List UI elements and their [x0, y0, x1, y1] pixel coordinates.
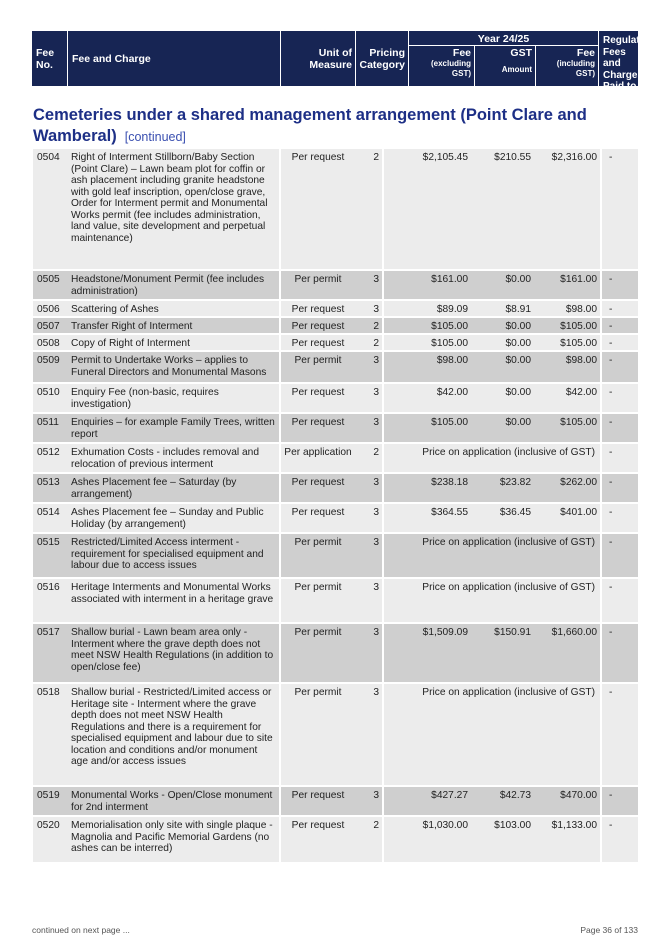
- pricing-category: 3: [355, 414, 382, 442]
- pricing-category: 3: [355, 624, 382, 682]
- pricing-category: 3: [355, 787, 382, 815]
- table-row: [33, 817, 638, 864]
- pricing-category: 3: [355, 504, 382, 532]
- table-row: [33, 624, 638, 684]
- header-fee-and-charge-label: Fee and Charge: [72, 52, 151, 65]
- fee-number: 0514: [33, 504, 67, 532]
- unit-of-measure: Per permit: [281, 271, 355, 299]
- pricing-category: 2: [355, 149, 382, 269]
- regulatory-paid-to: -: [602, 787, 638, 815]
- header-fee-no: [32, 31, 67, 86]
- fee-number: 0520: [33, 817, 67, 862]
- unit-of-measure: Per permit: [281, 534, 355, 577]
- fee-excluding-gst: $427.27: [384, 787, 471, 815]
- fee-number: 0506: [33, 301, 67, 316]
- fee-including-gst: $262.00: [534, 474, 600, 502]
- regulatory-paid-to: -: [602, 352, 638, 382]
- gst-amount: $0.00: [471, 384, 534, 412]
- fee-excluding-gst: $2,105.45: [384, 149, 471, 269]
- pricing-category: 3: [355, 474, 382, 502]
- fee-description: Monumental Works - Open/Close monument for 2nd interment: [67, 787, 279, 815]
- header-regulatory-label: Regulatory Fees and Charges Paid to: [603, 35, 656, 92]
- fee-including-gst: $98.00: [534, 301, 600, 316]
- footer-continued: continued on next page ...: [32, 925, 130, 935]
- table-row: [33, 301, 638, 318]
- table-row: [33, 318, 638, 335]
- unit-of-measure: Per permit: [281, 352, 355, 382]
- table-row: [33, 149, 638, 271]
- fee-including-gst: $1,660.00: [534, 624, 600, 682]
- header-fee-incl-label: Fee: [576, 47, 595, 59]
- fee-description: Exhumation Costs - includes removal and relocation of previous interment: [67, 444, 279, 472]
- table-row: [33, 335, 638, 352]
- regulatory-paid-to: -: [602, 624, 638, 682]
- table-row: [33, 444, 638, 474]
- fee-number: 0519: [33, 787, 67, 815]
- gst-amount: $23.82: [471, 474, 534, 502]
- fee-including-gst: $470.00: [534, 787, 600, 815]
- pricing-category: 3: [355, 301, 382, 316]
- header-year-label: Year 24/25: [477, 33, 530, 45]
- table-row: [33, 414, 638, 444]
- unit-of-measure: Per request: [281, 149, 355, 269]
- unit-of-measure: Per request: [281, 384, 355, 412]
- fee-number: 0512: [33, 444, 67, 472]
- unit-of-measure: Per request: [281, 335, 355, 350]
- regulatory-paid-to: -: [602, 384, 638, 412]
- gst-amount: $210.55: [471, 149, 534, 269]
- regulatory-paid-to: -: [602, 579, 638, 622]
- header-gst-label: GST: [510, 47, 532, 59]
- fee-number: 0513: [33, 474, 67, 502]
- pricing-category: 3: [355, 271, 382, 299]
- regulatory-paid-to: -: [602, 271, 638, 299]
- fee-including-gst: $105.00: [534, 318, 600, 333]
- fee-including-gst: $161.00: [534, 271, 600, 299]
- fee-number: 0504: [33, 149, 67, 269]
- fee-including-gst: $2,316.00: [534, 149, 600, 269]
- pricing-category: 3: [355, 684, 382, 785]
- header-fee-excl-label: Fee: [452, 47, 471, 59]
- regulatory-paid-to: -: [602, 817, 638, 862]
- price-on-application: Price on application (inclusive of GST): [384, 579, 600, 622]
- fee-number: 0509: [33, 352, 67, 382]
- pricing-category: 3: [355, 352, 382, 382]
- header-unit-of-measure: [281, 31, 355, 86]
- pricing-category: 3: [355, 534, 382, 577]
- price-on-application: Price on application (inclusive of GST): [384, 684, 600, 785]
- gst-amount: $150.91: [471, 624, 534, 682]
- header-pricing-category: [356, 31, 408, 86]
- fee-including-gst: $401.00: [534, 504, 600, 532]
- fee-excluding-gst: $238.18: [384, 474, 471, 502]
- fee-number: 0511: [33, 414, 67, 442]
- fee-description: Ashes Placement fee – Sunday and Public Holiday (by arrangement): [67, 504, 279, 532]
- fee-including-gst: $105.00: [534, 335, 600, 350]
- gst-amount: $0.00: [471, 271, 534, 299]
- page-number: Page 36 of 133: [580, 925, 638, 935]
- regulatory-paid-to: -: [602, 534, 638, 577]
- regulatory-paid-to: -: [602, 444, 638, 472]
- table-row: [33, 474, 638, 504]
- table-row: [33, 271, 638, 301]
- fee-description: Shallow burial - Lawn beam area only - Interment where the grave depth does not meet NSW Health Regulations (in addition to open/close fee): [67, 624, 279, 682]
- pricing-category: 2: [355, 817, 382, 862]
- fee-description: Transfer Right of Interment: [67, 318, 279, 333]
- table-row: [33, 504, 638, 534]
- regulatory-paid-to: -: [602, 474, 638, 502]
- unit-of-measure: Per request: [281, 787, 355, 815]
- regulatory-paid-to: -: [602, 149, 638, 269]
- section-title: [33, 105, 633, 148]
- fee-number: 0518: [33, 684, 67, 785]
- fee-excluding-gst: $161.00: [384, 271, 471, 299]
- fee-excluding-gst: $89.09: [384, 301, 471, 316]
- price-on-application: Price on application (inclusive of GST): [384, 444, 600, 472]
- pricing-category: 2: [355, 444, 382, 472]
- fee-number: 0505: [33, 271, 67, 299]
- pricing-category: 2: [355, 318, 382, 333]
- table-row: [33, 534, 638, 579]
- fee-description: Memorialisation only site with single plaque - Magnolia and Pacific Memorial Gardens (no ashes can be interred): [67, 817, 279, 862]
- fee-number: 0507: [33, 318, 67, 333]
- header-gst: [475, 46, 535, 86]
- unit-of-measure: Per request: [281, 817, 355, 862]
- unit-of-measure: Per request: [281, 474, 355, 502]
- fee-number: 0515: [33, 534, 67, 577]
- table-row: [33, 684, 638, 787]
- fee-excluding-gst: $98.00: [384, 352, 471, 382]
- gst-amount: $8.91: [471, 301, 534, 316]
- pricing-category: 3: [355, 579, 382, 622]
- fee-excluding-gst: $1,509.09: [384, 624, 471, 682]
- header-fee-incl: [536, 46, 598, 86]
- fee-description: Ashes Placement fee – Saturday (by arrangement): [67, 474, 279, 502]
- table-row: [33, 787, 638, 817]
- pricing-category: 3: [355, 384, 382, 412]
- unit-of-measure: Per request: [281, 301, 355, 316]
- unit-of-measure: Per request: [281, 504, 355, 532]
- unit-of-measure: Per request: [281, 414, 355, 442]
- fee-including-gst: $42.00: [534, 384, 600, 412]
- fee-description: Right of Interment Stillborn/Baby Section (Point Clare) – Lawn beam plot for coffin or ash placement including granite headstone with gold leaf inscription, open/close grave, Order for Interment permit and Monumental Works permit (fee includes administration, land value, site development and perpetual maintenance): [67, 149, 279, 269]
- fee-excluding-gst: $105.00: [384, 414, 471, 442]
- fee-excluding-gst: $42.00: [384, 384, 471, 412]
- header-gst-sub: Amount: [501, 65, 532, 74]
- fee-number: 0516: [33, 579, 67, 622]
- table-row: [33, 579, 638, 624]
- header-fee-and-charge: [68, 31, 280, 86]
- gst-amount: $42.73: [471, 787, 534, 815]
- regulatory-paid-to: -: [602, 335, 638, 350]
- gst-amount: $36.45: [471, 504, 534, 532]
- fee-number: 0517: [33, 624, 67, 682]
- fee-including-gst: $105.00: [534, 414, 600, 442]
- header-fee-excl: [409, 46, 474, 86]
- unit-of-measure: Per application: [281, 444, 355, 472]
- table-row: [33, 352, 638, 384]
- fee-description: Restricted/Limited Access interment - requirement for specialised equipment and labour due to access issues: [67, 534, 279, 577]
- regulatory-paid-to: -: [602, 318, 638, 333]
- table-header: [32, 31, 656, 92]
- fee-excluding-gst: $1,030.00: [384, 817, 471, 862]
- unit-of-measure: Per permit: [281, 684, 355, 785]
- fee-description: Enquiry Fee (non-basic, requires investigation): [67, 384, 279, 412]
- gst-amount: $0.00: [471, 352, 534, 382]
- header-fee-no-label: Fee No.: [36, 46, 55, 71]
- fee-description: Copy of Right of Interment: [67, 335, 279, 350]
- regulatory-paid-to: -: [602, 504, 638, 532]
- pricing-category: 2: [355, 335, 382, 350]
- price-on-application: Price on application (inclusive of GST): [384, 534, 600, 577]
- regulatory-paid-to: -: [602, 414, 638, 442]
- unit-of-measure: Per permit: [281, 624, 355, 682]
- regulatory-paid-to: -: [602, 301, 638, 316]
- header-unit-label: Unit of Measure: [309, 46, 352, 71]
- fee-description: Enquiries – for example Family Trees, written report: [67, 414, 279, 442]
- fee-description: Shallow burial - Restricted/Limited access or Heritage site - Interment where the grave depth does not meet NSW Health Regulations and there is a requirement for specialised equipment and labour due to site location and conditions and/or monument age and/or access issues: [67, 684, 279, 785]
- unit-of-measure: Per request: [281, 318, 355, 333]
- header-pricing-label: Pricing Category: [359, 46, 405, 71]
- gst-amount: $0.00: [471, 335, 534, 350]
- header-fee-incl-sub: (including GST): [556, 59, 595, 78]
- fee-number: 0510: [33, 384, 67, 412]
- section-title-text: Cemeteries under a shared management arrangement (Point Clare and Wamberal): [33, 106, 587, 145]
- fees-table: [33, 149, 638, 864]
- gst-amount: $103.00: [471, 817, 534, 862]
- header-regulatory: [599, 31, 656, 92]
- regulatory-paid-to: -: [602, 684, 638, 785]
- fee-including-gst: $1,133.00: [534, 817, 600, 862]
- gst-amount: $0.00: [471, 414, 534, 442]
- table-row: [33, 384, 638, 414]
- fee-description: Permit to Undertake Works – applies to Funeral Directors and Monumental Masons: [67, 352, 279, 382]
- unit-of-measure: Per permit: [281, 579, 355, 622]
- header-fee-excl-sub: (excluding GST): [430, 59, 471, 78]
- fee-excluding-gst: $105.00: [384, 335, 471, 350]
- fee-description: Headstone/Monument Permit (fee includes administration): [67, 271, 279, 299]
- fee-description: Heritage Interments and Monumental Works associated with interment in a heritage grave: [67, 579, 279, 622]
- gst-amount: $0.00: [471, 318, 534, 333]
- section-continued-label: [continued]: [124, 130, 186, 144]
- fee-number: 0508: [33, 335, 67, 350]
- fee-excluding-gst: $364.55: [384, 504, 471, 532]
- header-year: [409, 31, 598, 45]
- fee-description: Scattering of Ashes: [67, 301, 279, 316]
- fee-excluding-gst: $105.00: [384, 318, 471, 333]
- fee-including-gst: $98.00: [534, 352, 600, 382]
